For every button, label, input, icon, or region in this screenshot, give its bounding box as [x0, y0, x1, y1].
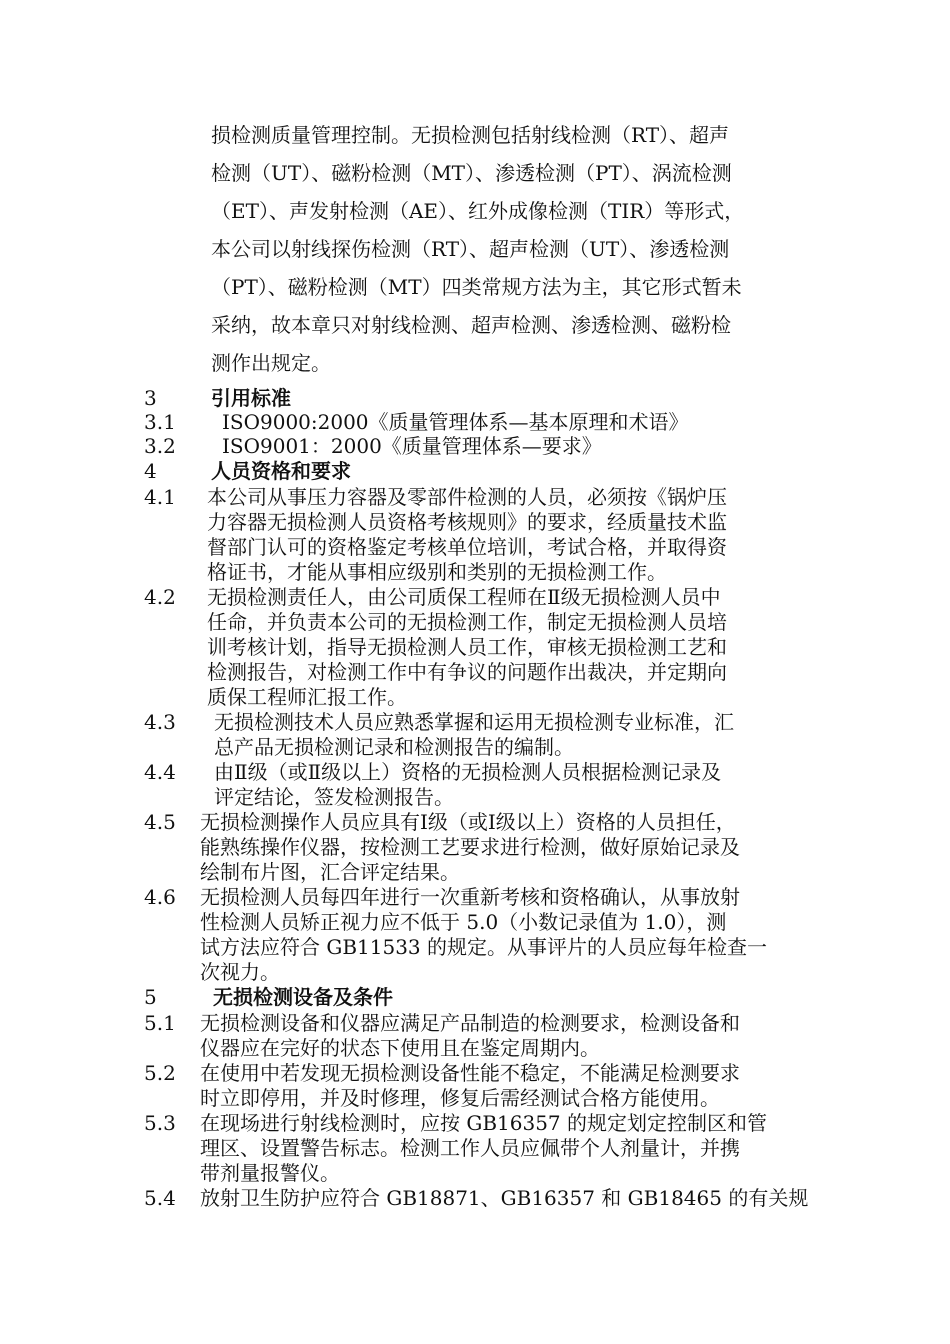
intro-line: 损检测质量管理控制。无损检测包括射线检测（RT）、超声	[211, 123, 730, 147]
item-text: 时立即停用，并及时修理，修复后需经测试合格方能使用。	[200, 1086, 720, 1110]
item-text: 带剂量报警仪。	[200, 1161, 340, 1185]
item-text: 无损检测操作人员应具有Ⅰ级（或Ⅰ级以上）资格的人员担任，	[200, 810, 736, 834]
intro-line: （PT）、磁粉检测（MT）四类常规方法为主，其它形式暂未	[211, 275, 742, 299]
item-number: 4.1	[144, 485, 176, 509]
item-number: 5.4	[144, 1186, 176, 1210]
item-text: 无损检测责任人，由公司质保工程师在Ⅱ级无损检测人员中	[207, 585, 721, 609]
item-text: 本公司从事压力容器及零部件检测的人员，必须按《锅炉压	[207, 485, 727, 509]
item-number: 4.4	[144, 760, 176, 784]
item-text: 评定结论，签发检测报告。	[214, 785, 454, 809]
section-number: 3	[144, 386, 157, 410]
item-text: 总产品无损检测记录和检测报告的编制。	[214, 735, 574, 759]
item-number: 4.3	[144, 710, 176, 734]
intro-line: 测作出规定。	[211, 351, 331, 375]
item-number: 5.2	[144, 1061, 176, 1085]
section-number: 4	[144, 459, 157, 483]
item-text: 放射卫生防护应符合 GB18871、GB16357 和 GB18465 的有关规	[200, 1186, 809, 1210]
item-text: 无损检测技术人员应熟悉掌握和运用无损检测专业标准，汇	[214, 710, 734, 734]
section-heading: 人员资格和要求	[211, 459, 351, 483]
item-text: 试方法应符合 GB11533 的规定。从事评片的人员应每年检查一	[200, 935, 768, 959]
item-text: 力容器无损检测人员资格考核规则》的要求，经质量技术监	[207, 510, 727, 534]
intro-line: 采纳，故本章只对射线检测、超声检测、渗透检测、磁粉检	[211, 313, 731, 337]
item-text: ISO9000:2000《质量管理体系—基本原理和术语》	[222, 410, 689, 434]
item-text: 能熟练操作仪器，按检测工艺要求进行检测，做好原始记录及	[200, 835, 740, 859]
section-number: 5	[144, 985, 157, 1009]
section-heading: 无损检测设备及条件	[213, 985, 393, 1009]
item-text: 训考核计划，指导无损检测人员工作，审核无损检测工艺和	[207, 635, 727, 659]
item-number: 3.1	[144, 410, 176, 434]
item-text: 格证书，才能从事相应级别和类别的无损检测工作。	[207, 560, 667, 584]
item-text: 质保工程师汇报工作。	[207, 685, 407, 709]
intro-line: 检测（UT）、磁粉检测（MT）、渗透检测（PT）、涡流检测	[211, 161, 732, 185]
item-number: 4.5	[144, 810, 176, 834]
item-text: 在使用中若发现无损检测设备性能不稳定，不能满足检测要求	[200, 1061, 740, 1085]
item-number: 5.1	[144, 1011, 176, 1035]
item-number: 4.6	[144, 885, 176, 909]
item-text: 督部门认可的资格鉴定考核单位培训，考试合格，并取得资	[207, 535, 727, 559]
item-text: ISO9001：2000《质量管理体系—要求》	[222, 434, 602, 458]
item-text: 在现场进行射线检测时，应按 GB16357 的规定划定控制区和管	[200, 1111, 768, 1135]
item-text: 无损检测设备和仪器应满足产品制造的检测要求，检测设备和	[200, 1011, 740, 1035]
item-text: 仪器应在完好的状态下使用且在鉴定周期内。	[200, 1036, 600, 1060]
intro-line: 本公司以射线探伤检测（RT）、超声检测（UT）、渗透检测	[211, 237, 730, 261]
item-text: 性检测人员矫正视力应不低于 5.0（小数记录值为 1.0），测	[200, 910, 727, 934]
item-number: 4.2	[144, 585, 176, 609]
intro-line: （ET）、声发射检测（AE）、红外成像检测（TIR）等形式，	[211, 199, 745, 223]
item-number: 3.2	[144, 434, 176, 458]
item-text: 任命，并负责本公司的无损检测工作，制定无损检测人员培	[207, 610, 727, 634]
item-text: 次视力。	[200, 960, 280, 984]
item-text: 理区、设置警告标志。检测工作人员应佩带个人剂量计，并携	[200, 1136, 740, 1160]
item-number: 5.3	[144, 1111, 176, 1135]
item-text: 绘制布片图，汇合评定结果。	[200, 860, 460, 884]
section-heading: 引用标准	[211, 386, 291, 410]
item-text: 无损检测人员每四年进行一次重新考核和资格确认，从事放射	[200, 885, 740, 909]
item-text: 由Ⅱ级（或Ⅱ级以上）资格的无损检测人员根据检测记录及	[214, 760, 722, 784]
item-text: 检测报告，对检测工作中有争议的问题作出裁决，并定期向	[207, 660, 727, 684]
